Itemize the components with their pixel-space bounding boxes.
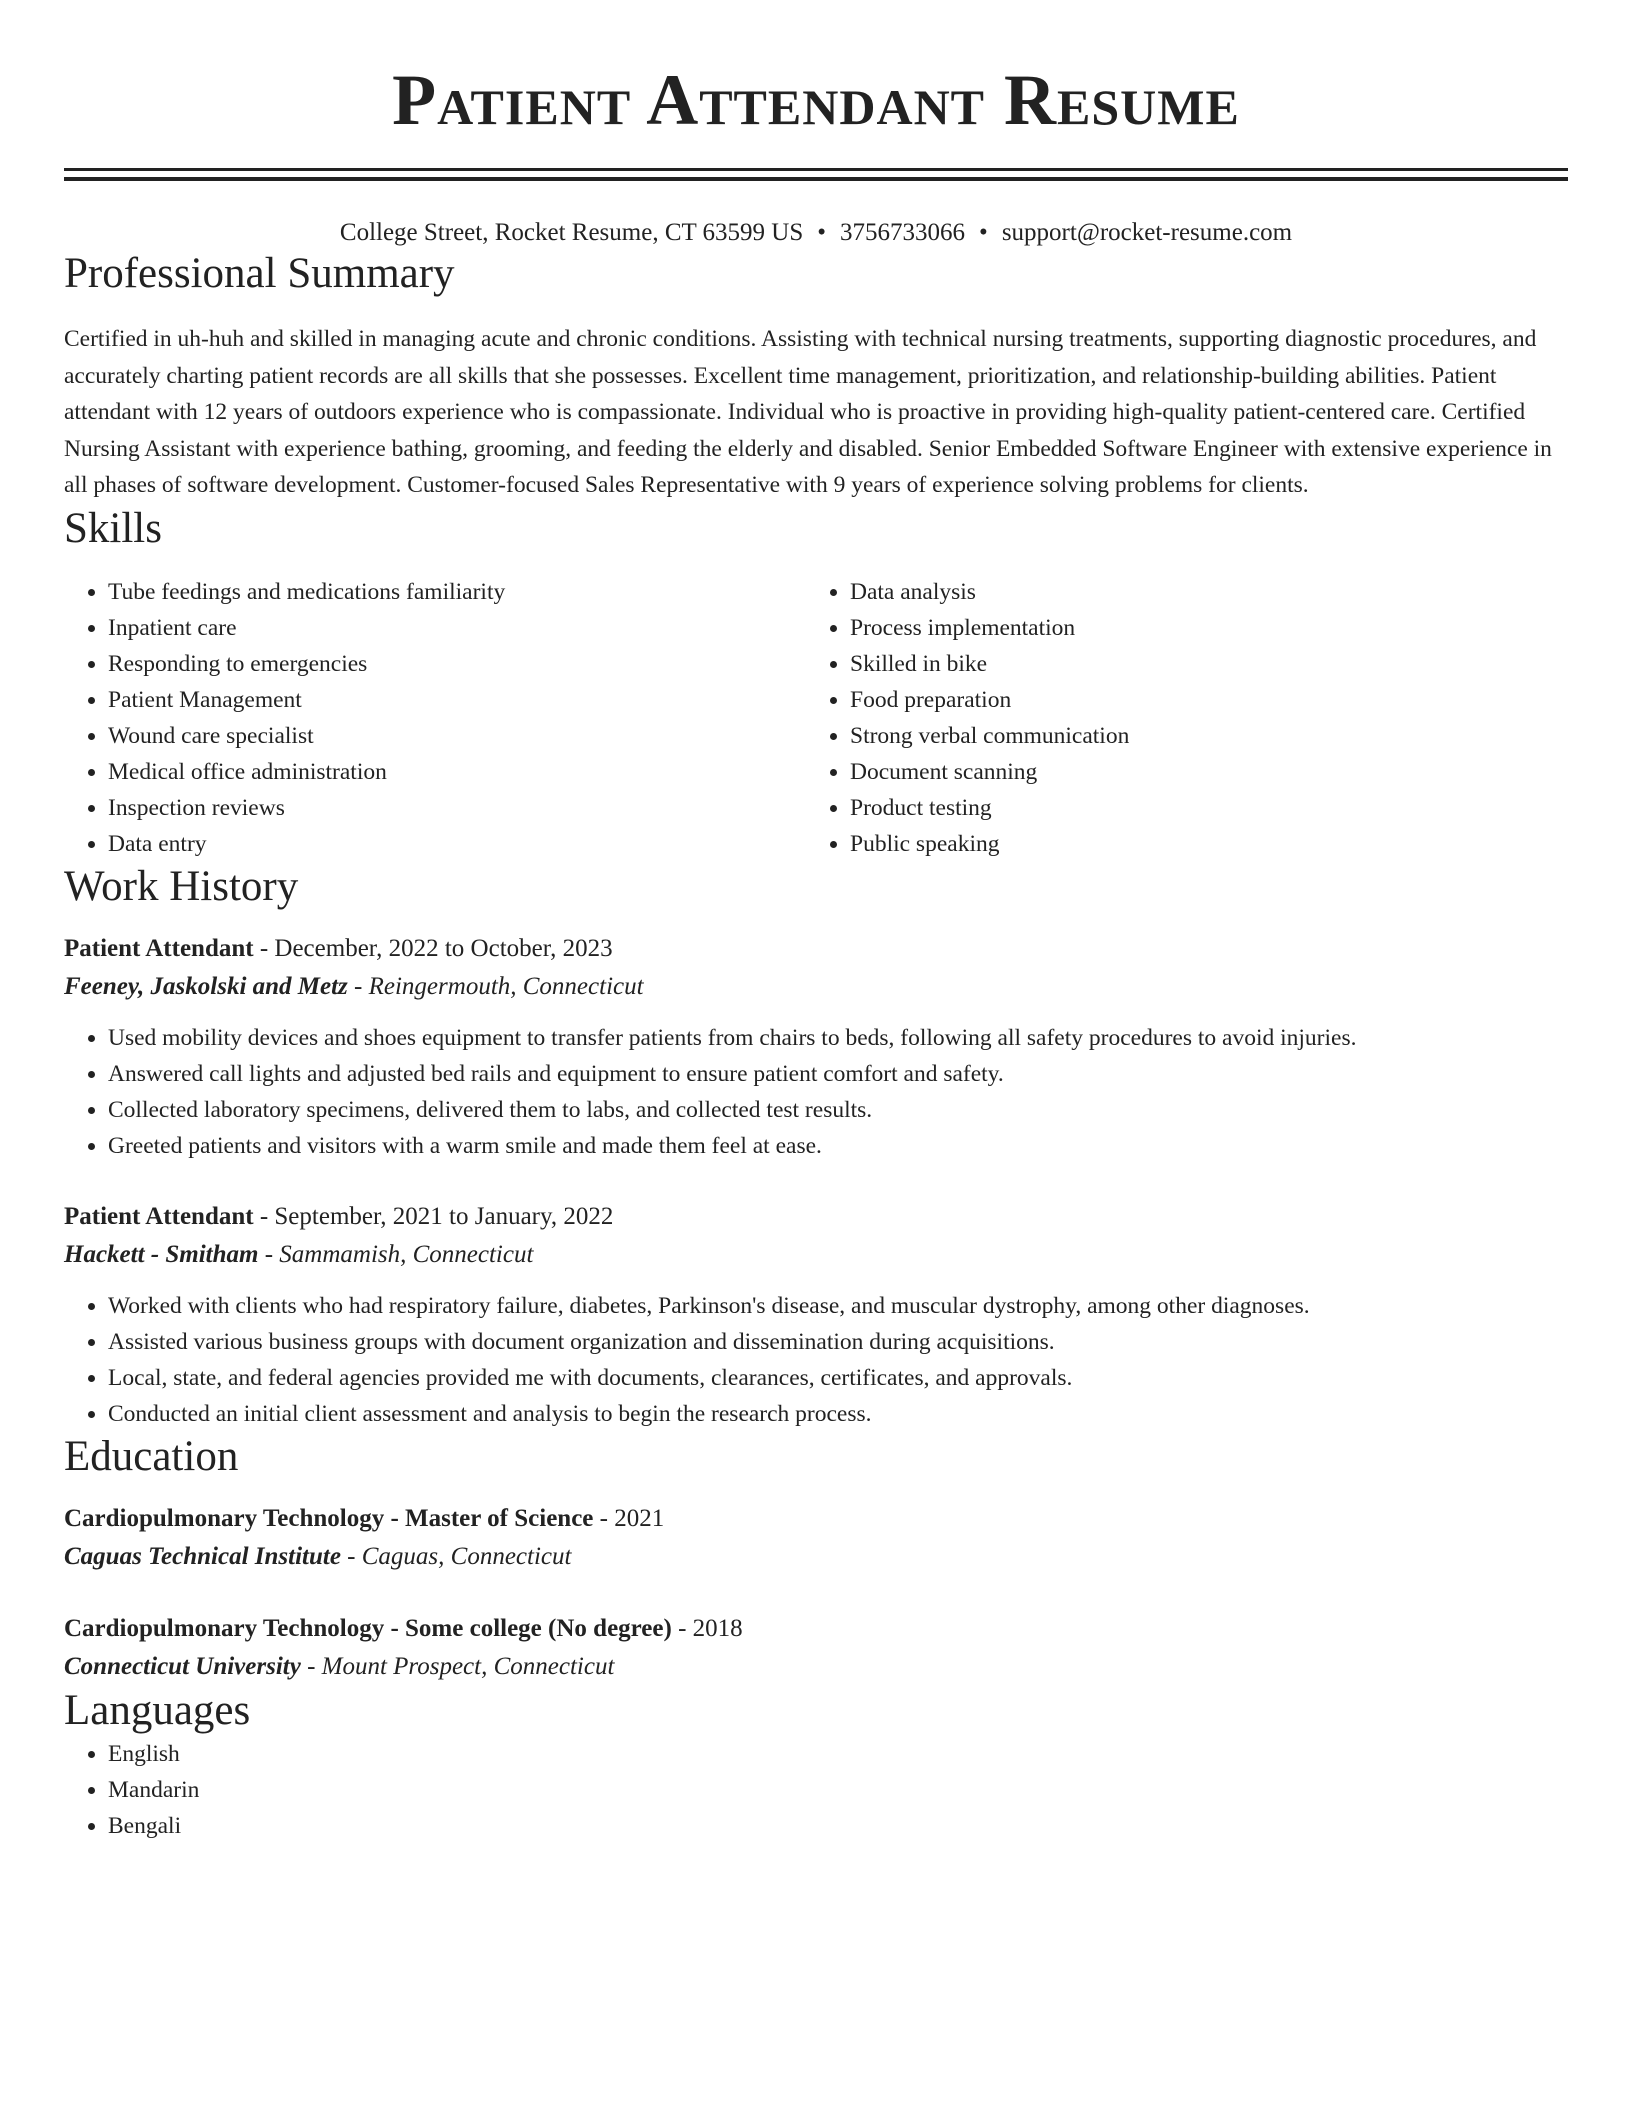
skill-item: • Data entry <box>108 826 806 862</box>
job-duty: • Local, state, and federal agencies provided me with documents, clearances, certificates, and approvals. <box>108 1360 1568 1396</box>
skill-item: • Inpatient care <box>108 610 806 646</box>
job-company: Feeney, Jaskolski and Metz <box>64 972 348 1000</box>
job-duty: • Collected laboratory specimens, delivered them to labs, and collected test results. <box>108 1092 1568 1128</box>
school-name: Caguas Technical Institute <box>64 1542 341 1570</box>
job-title-line <box>64 930 1568 968</box>
summary-text: Certified in uh-huh and skilled in managing acute and chronic conditions. Assisting with technical nursing treatments, supporting diagnostic procedures, and accurately charting patient records are all skills that she possesses. Excellent time management, prioritization, and relationship-building abilities. Patient attendant with 12 years of outdoors experience who is compassionate. Individual who is proactive in providing high-quality patient-centered care. Certified Nursing Assistant with experience bathing, grooming, and feeding the elderly and disabled. Senior Embedded Software Engineer with extensive experience in all phases of software development. Customer-focused Sales Representative with 9 years of experience solving problems for clients. <box>64 326 1552 498</box>
skill-item: • Medical office administration <box>108 754 806 790</box>
school-line <box>64 1538 1568 1576</box>
job-location: - Reingermouth, Connecticut <box>347 972 644 1000</box>
skill-item: • Patient Management <box>108 682 806 718</box>
education-entry <box>64 1500 1568 1576</box>
degree-line <box>64 1500 1568 1538</box>
languages-list <box>64 1736 1568 1844</box>
job-duty: • Worked with clients who had respiratory failure, diabetes, Parkinson's disease, and muscular dystrophy, among other diagnoses. <box>108 1288 1568 1324</box>
skill-item: • Skilled in bike <box>850 646 1548 682</box>
skill-item: • Public speaking <box>850 826 1548 862</box>
skill-item: • Inspection reviews <box>108 790 806 826</box>
title-divider-bottom <box>64 177 1568 181</box>
degree-name: Cardiopulmonary Technology - Some college (No degree) <box>64 1614 672 1642</box>
title-divider-top <box>64 168 1568 171</box>
school-name: Connecticut University <box>64 1652 301 1680</box>
skill-item: • Tube feedings and medications familiarity <box>108 574 806 610</box>
job-company: Hackett - Smitham <box>64 1240 259 1268</box>
school-line <box>64 1648 1568 1686</box>
school-location: - Mount Prospect, Connecticut <box>300 1652 615 1680</box>
contact-email: support@rocket-resume.com <box>1001 219 1293 246</box>
degree-line <box>64 1610 1568 1648</box>
summary-heading: Professional Summary <box>64 250 455 297</box>
job-duties <box>64 1020 1568 1164</box>
skill-item: • Process implementation <box>850 610 1548 646</box>
skill-item: • Strong verbal communication <box>850 718 1548 754</box>
contact-separator: • <box>979 219 988 246</box>
job-entry <box>64 1198 1568 1432</box>
job-duty: • Conducted an initial client assessment and analysis to begin the research process. <box>108 1396 1568 1432</box>
contact-phone: 3756733066 <box>840 219 966 246</box>
education-entry <box>64 1610 1568 1686</box>
languages-heading: Languages <box>64 1686 251 1734</box>
job-duty: • Greeted patients and visitors with a warm smile and made them feel at ease. <box>108 1128 1568 1164</box>
school-location: - Caguas, Connecticut <box>340 1542 572 1570</box>
job-dates: - December, 2022 to October, 2023 <box>253 934 613 962</box>
job-employer-line <box>64 968 1568 1006</box>
job-dates: - September, 2021 to January, 2022 <box>253 1202 614 1230</box>
work-history-heading: Work History <box>64 862 299 910</box>
skill-item: • Wound care specialist <box>108 718 806 754</box>
skills-column-right <box>806 574 1548 862</box>
job-entry <box>64 930 1568 1164</box>
job-duty: • Used mobility devices and shoes equipment to transfer patients from chairs to beds, following all safety procedures to avoid injuries. <box>108 1020 1568 1056</box>
skill-item: • Responding to emergencies <box>108 646 806 682</box>
contact-address: College Street, Rocket Resume, CT 63599 US <box>339 219 804 246</box>
skills-heading: Skills <box>64 504 162 552</box>
skill-item: • Data analysis <box>850 574 1548 610</box>
degree-name: Cardiopulmonary Technology - Master of Science <box>64 1504 594 1532</box>
job-location: - Sammamish, Connecticut <box>258 1240 534 1268</box>
degree-year: - 2018 <box>671 1614 743 1642</box>
job-employer-line <box>64 1236 1568 1274</box>
skill-item: • Food preparation <box>850 682 1548 718</box>
language-item: • Mandarin <box>108 1772 1568 1808</box>
skill-item: • Product testing <box>850 790 1548 826</box>
degree-year: - 2021 <box>593 1504 665 1532</box>
language-item: • Bengali <box>108 1808 1568 1844</box>
job-title: Patient Attendant <box>64 934 254 962</box>
education-heading: Education <box>64 1432 239 1480</box>
skills-list <box>64 574 1568 862</box>
skill-item: • Document scanning <box>850 754 1548 790</box>
resume-title: Patient Attendant Resume <box>392 60 1240 140</box>
job-duty: • Assisted various business groups with document organization and dissemination during acquisitions. <box>108 1324 1568 1360</box>
job-title-line <box>64 1198 1568 1236</box>
contact-separator: • <box>817 219 827 246</box>
contact-line <box>64 217 1568 249</box>
job-title: Patient Attendant <box>64 1202 254 1230</box>
job-duty: • Answered call lights and adjusted bed rails and equipment to ensure patient comfort and safety. <box>108 1056 1568 1092</box>
job-duties <box>64 1288 1568 1432</box>
language-item: • English <box>108 1736 1568 1772</box>
skills-column-left <box>64 574 806 862</box>
